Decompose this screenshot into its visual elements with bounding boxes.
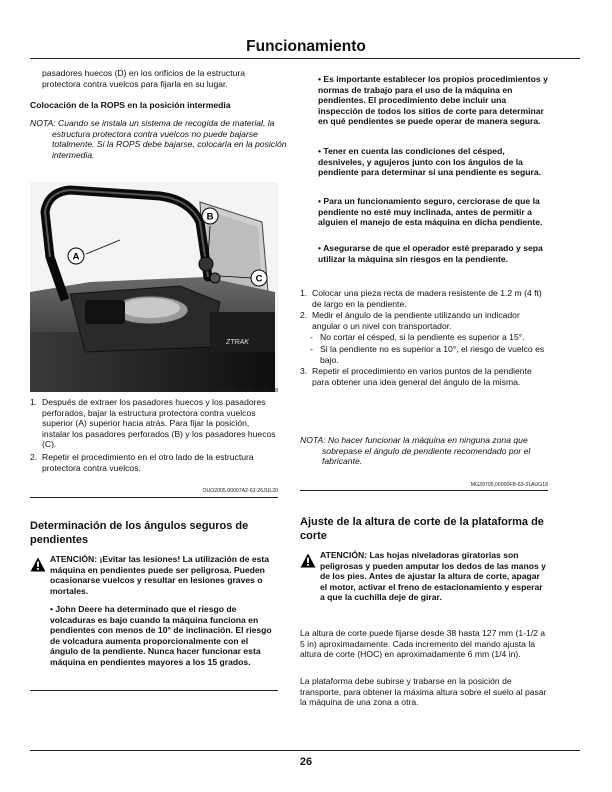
slope-bullet-4: • Para un funcionamiento seguro, cerciorase de que la pendiente no esté muy inclinada, antes de permitir a alguien el manejo de esta máquina en dicha pendiente. xyxy=(318,196,543,228)
dash-item-1-text: No cortar el césped, si la pendiente es superior a 15°. xyxy=(320,332,525,343)
right-step-2-num: 2. xyxy=(300,310,308,321)
left-step-2-num: 2. xyxy=(30,451,38,462)
callout-a: A xyxy=(72,251,80,263)
right-step-3 xyxy=(300,366,548,387)
dash-item-2-text: Si la pendiente no es superior a 10°, el riesgo de vuelco es bajo. xyxy=(320,343,545,365)
slope-bullet-2: • Es importante establecer los propios procedimientos y normas de trabajo para el uso de la máquina en pendientes. El procedimiento debe incluir una inspección de todos los sitios de corte para determinar en qué pendientes se puede operar de manera segura. xyxy=(318,74,548,127)
left-divider-1 xyxy=(30,497,278,498)
warning-icon-left xyxy=(30,557,46,577)
left-steps xyxy=(30,397,278,473)
right-step-1 xyxy=(300,288,548,309)
right-step-1-text: Colocar una pieza recta de madera resistente de 1.2 m (4 ft) de largo en la pendiente. xyxy=(312,288,542,309)
slope-heading: Determinación de los ángulos seguros de pendientes xyxy=(30,520,249,546)
right-step-1-num: 1. xyxy=(300,288,308,298)
right-steps xyxy=(300,288,548,387)
dash-item-2 xyxy=(300,344,548,365)
right-step-3-text: Repetir el procedimiento en varios puntos de la pendiente para obtener una idea general del ángulo de la misma. xyxy=(312,366,532,387)
slope-bullet-5: • Asegurarse de que el operador esté preparado y sepa utilizar la máquina sin riesgos en la pendiente. xyxy=(318,243,543,264)
cut-height-para-1: La altura de corte puede fijarse desde 38 hasta 127 mm (1-1/2 a 5 in) aproximadamente. Cada incremento del mando ajusta la altura de corte (HOC) en aproximadamente 6 mm (1/4 in). xyxy=(300,628,546,660)
left-step-1-num: 1. xyxy=(30,397,38,407)
rops-heading: Colocación de la ROPS en la posición intermedia xyxy=(30,100,231,110)
right-divider-1 xyxy=(300,490,548,491)
note-rops: NOTA: Cuando se instala un sistema de recogida de material, la estructura protectora contra vuelcos no puede bajarse totalmente. Si la ROPS debe bajarse, colocarla en la posición intermedia. xyxy=(30,118,287,160)
left-step-1 xyxy=(30,397,278,450)
intro-text: pasadores huecos (D) en los orificios de la estructura protectora contra vuelcos para fijarla en su lugar. xyxy=(42,68,246,89)
dash-item-2-mark: - xyxy=(310,343,313,354)
warning-slope: ATENCIÓN: ¡Evitar las lesiones! La utilización de esta máquina en pendientes puede ser peligrosa. Pueden ocasionarse vuelcos y resultar en lesiones graves o mortales. xyxy=(50,554,270,596)
dash-item-1 xyxy=(300,332,548,343)
dash-item-1-mark: - xyxy=(310,332,313,343)
warning-blades: ATENCIÓN: Las hojas niveladoras giratorias son peligrosas y pueden amputar los dedos de las manos y de los pies. Antes de ajustar la altura de corte, apagar el motor, activar el freno de estacionamiento y esperar a que la cuchilla deje de girar. xyxy=(320,550,546,603)
callout-b: B xyxy=(206,211,214,223)
slope-bullet-1: • John Deere ha determinado que el riesgo de volcaduras es bajo cuando la máquina funciona en pendientes con menos de 10° de inclinación. El riesgo de volcadura aumenta proporcionalmente con el ángulo de la pendiente. Nunca hacer funcionar esta máquina en pendientes mayores a los 15 grados. xyxy=(50,604,272,667)
ref-code-1: OUO2005,00007A2-63-26JUL20 xyxy=(202,488,278,494)
page-title: Funcionamiento xyxy=(246,38,366,55)
left-divider-2 xyxy=(30,690,278,691)
page-number: 26 xyxy=(299,756,313,768)
right-step-2 xyxy=(300,310,548,331)
callout-c: C xyxy=(255,273,263,285)
footer-rule xyxy=(30,750,580,751)
slope-bullet-3: • Tener en cuenta las condiciones del césped, desniveles, y agujeros junto con los ángulos de la pendiente para determinar si una pendiente es segura. xyxy=(318,146,542,178)
cut-height-heading: Ajuste de la altura de corte de la plataforma de corte xyxy=(300,516,544,542)
left-step-1-text: Después de extraer los pasadores huecos y los pasadores perforados, bajar la estructura protectora contra vuelcos superior (A) superior hacia atrás. Para fijar la posición, instalar los pasadores perforados (B) y los pasadores huecos (C). xyxy=(42,397,276,450)
cut-height-para-2: La plataforma debe subirse y trabarse en la posición de transporte, para obtener la máxima altura sobre el suelo al pasar la máquina de una zona a otra. xyxy=(300,676,547,708)
figure-caption: APY04499—UN—12JUL18 xyxy=(214,388,278,394)
header-rule xyxy=(30,58,580,59)
right-step-3-num: 3. xyxy=(300,366,308,377)
brand-decal: ZTRAK xyxy=(226,339,249,346)
warning-icon-right xyxy=(300,553,316,573)
left-step-2-text: Repetir el procedimiento en el otro lado de la estructura protectora contra vuelcos. xyxy=(42,451,254,473)
ref-code-2: MG39705,00000FB-63-31AUG18 xyxy=(470,482,548,488)
rops-figure xyxy=(30,182,278,392)
mower-illustration xyxy=(30,182,278,392)
right-step-2-text: Medir el ángulo de la pendiente utilizando un indicador angular o un nivel con transportador. xyxy=(312,310,520,331)
left-step-2 xyxy=(30,452,278,473)
note-slope: NOTA: No hacer funcionar la máquina en ninguna zona que sobrepase el ángulo de pendiente recomendado por el fabricante. xyxy=(300,435,531,467)
